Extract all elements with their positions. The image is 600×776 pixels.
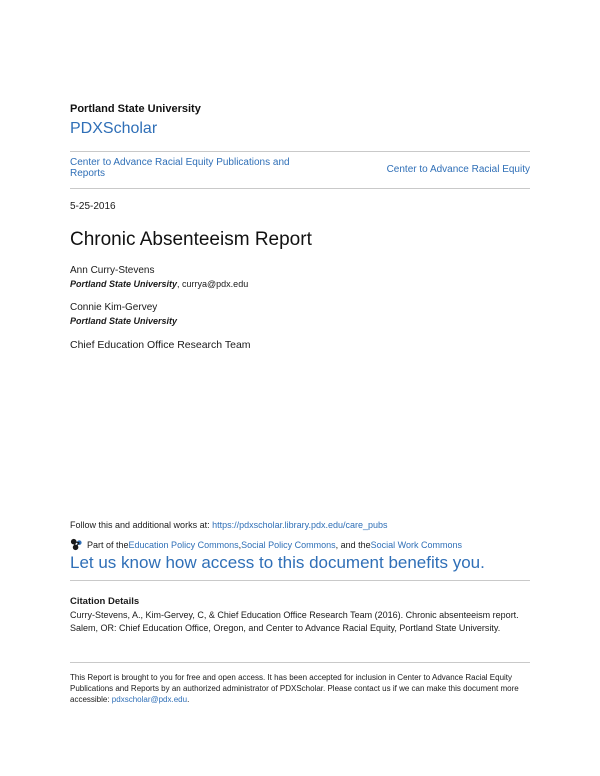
social-work-commons-link[interactable]: Social Work Commons: [370, 539, 463, 550]
collection-url-link[interactable]: https://pdxscholar.library.pdx.edu/care_pubs: [212, 520, 388, 530]
part-of-line: Part of the Education Policy Commons , Social Policy Commons , and the Social Work Commons: [70, 538, 462, 551]
divider: [70, 662, 530, 663]
divider: [70, 580, 530, 581]
author-email: , currya@pdx.edu: [177, 279, 249, 289]
social-policy-commons-link[interactable]: Social Policy Commons: [241, 539, 336, 550]
document-title: Chronic Absenteeism Report: [70, 229, 312, 250]
author-affiliation: Portland State University: [70, 316, 178, 326]
series-link[interactable]: Center to Advance Racial Equity Publications and Reports: [70, 157, 290, 179]
divider: [70, 151, 530, 152]
research-team: Chief Education Office Research Team: [70, 339, 251, 351]
university-name: Portland State University: [70, 103, 201, 115]
contact-email-link[interactable]: pdxscholar@pdx.edu: [111, 695, 188, 704]
divider: [70, 188, 530, 189]
publication-date: 5-25-2016: [70, 201, 116, 212]
author-name: Connie Kim-Gervey: [70, 302, 158, 313]
citation-text: Curry-Stevens, A., Kim-Gervey, C, & Chief Education Office Research Team (2016). Chronic absenteeism report. Salem, OR: Chief Education Office, Oregon, and Center to Advance Racial Equity, Portland State University.: [70, 610, 519, 633]
collection-link[interactable]: Center to Advance Racial Equity: [386, 164, 530, 175]
author-name: Ann Curry-Stevens: [70, 265, 155, 276]
access-notice: This Report is brought to you for free and open access. It has been accepted for inclusion in Center to Advance Racial Equity Publications and Reports by an authorized administrator of PDXScholar. Please contact us if we can make this document more accessible: pdxscholar@pdx.edu.: [70, 673, 519, 704]
pdxscholar-logo-link[interactable]: PDXScholar: [70, 120, 158, 137]
follow-line: Follow this and additional works at: https://pdxscholar.library.pdx.edu/care_pubs: [70, 520, 388, 530]
network-commons-icon: [70, 538, 83, 551]
education-policy-commons-link[interactable]: Education Policy Commons: [128, 539, 239, 550]
citation-heading: Citation Details: [70, 596, 140, 607]
benefits-feedback-link[interactable]: Let us know how access to this document benefits you.: [70, 553, 485, 572]
author-affiliation: Portland State University, currya@pdx.edu: [70, 279, 249, 289]
